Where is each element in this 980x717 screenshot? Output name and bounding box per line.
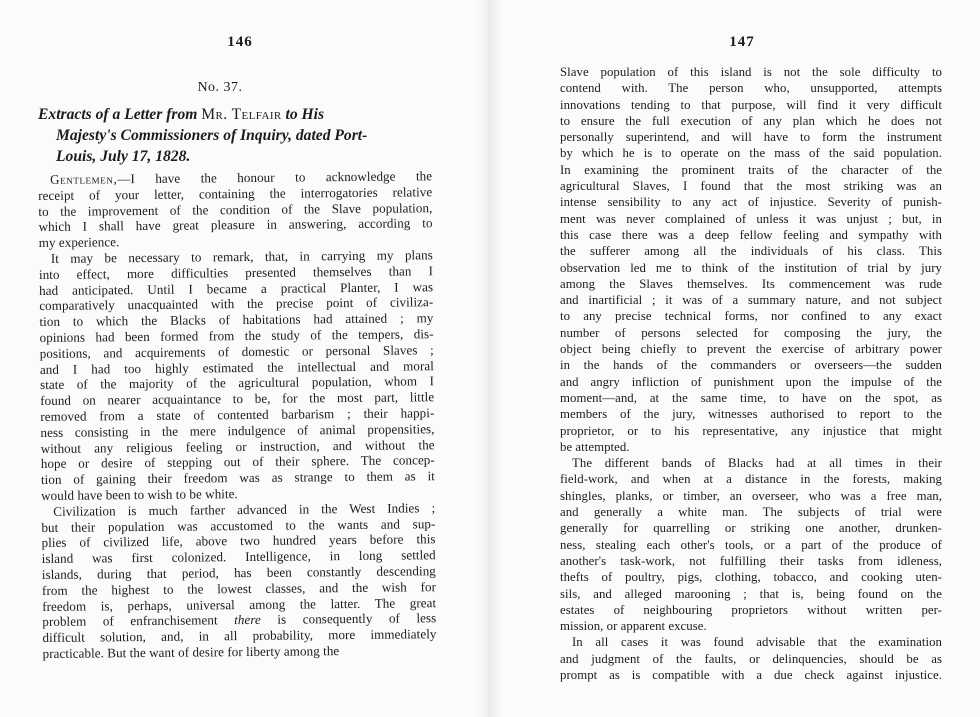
text-line: practicable. But the want of desire for liberty among the [42, 643, 340, 661]
text-line: In examining the prominent traits of the character of the [560, 162, 942, 177]
text-line: intense sensibility to any act of injustice. Severity of punish- [560, 195, 942, 210]
text-line: but their population was accustomed to the wants and sup- [41, 515, 436, 535]
text-line: among the Slaves themselves. Its commencement was rude [560, 276, 942, 291]
text-line: this case there was a deep fellow feeling and sympathy with [560, 227, 942, 242]
text-line: by which he is to operate on the mass of the said population. [560, 146, 942, 161]
salutation: Gentlemen, [49, 171, 118, 187]
text-line: and judgment of the faults, or delinquencies, should be as [560, 651, 942, 666]
text-line: number of persons selected for composing the jury, the [560, 325, 942, 340]
text-line: generally for quarrelling or striking one another, drunken- [560, 521, 942, 536]
text-line: be attempted. [560, 439, 630, 454]
text-line: state of the majority of the agricultural population, whom I [39, 373, 435, 393]
text-line: It may be necessary to remark, that, in carrying my plans [50, 247, 433, 266]
left-body-text [38, 168, 437, 661]
text-line: Civilization is much farther advanced in the West Indies ; [53, 499, 436, 519]
text-line: contend with. The person who, unsupported, attempts [560, 81, 942, 96]
text-line: would have been to wish to be white. [41, 486, 238, 503]
text-line: and angry infliction of punishment upon the impulse of the [560, 374, 942, 389]
text-line: in the hands of the commanders or overseers—the sudden [560, 358, 942, 373]
text-line: moment—and, at the same time, to have on the spot, as [560, 390, 942, 405]
right-body-text [560, 64, 942, 683]
text-line: removed from a state of contented barbarism ; their happi- [40, 405, 435, 424]
text-line: receipt of your letter, containing the interrogatories relative [38, 184, 433, 203]
text-line: had anticipated. Until I became a practical Planter, I was [39, 278, 434, 298]
text-line: found on nearer acquaintance to be, for the most part, little [40, 389, 435, 409]
text-line: without any religious feeling or instruction, and without the [40, 436, 435, 456]
text-line: and I had too highly estimated the intellectual and moral [39, 357, 434, 377]
text-line: ment was never complained of unless it was unjust ; but, in [560, 211, 942, 226]
text-line: from the highest to the lowest classes, and the wish for [41, 578, 437, 598]
text-line: to the improvement of the condition of the Slave population, [38, 199, 433, 219]
text-line: innovations tending to that purpose, will find it very difficult [560, 97, 942, 112]
text-line: island was first colonized. Intelligence, in long settled [41, 547, 436, 567]
text-line: to ensure the full execution of any plan which he does not [560, 113, 942, 128]
text-line: another's task-work, not fulfilling their tasks from idleness, [560, 553, 942, 568]
text-line: prompt as is compatible with a due check against injustice. [560, 667, 942, 682]
page-number-left: 146 [227, 34, 253, 50]
text-line: The different bands of Blacks had at all times in their [572, 456, 942, 471]
text-line: plies of civilized life, above two hundred years before this [41, 531, 436, 551]
title-author: Mr. Telfair [201, 106, 282, 123]
text-line: estates of neighbouring proprietors without written per- [560, 602, 942, 617]
text-line: the sufferer among all the individuals of his class. This [560, 244, 942, 259]
text-line: mission, or apparent excuse. [560, 619, 707, 634]
text-line: Slave population of this island is not the sole difficulty to [560, 65, 942, 79]
text-line: and inartificial ; it was of a summary nature, and not subject [560, 293, 942, 308]
text-line: observation led me to think of the institution of trial by jury [560, 260, 942, 275]
text-line: problem of enfranchisement there is consequently of less [42, 610, 437, 630]
title-line: Majesty's Commissioners of Inquiry, dated Port- [56, 127, 368, 144]
title-line: Louis, July 17, 1828. [56, 148, 191, 165]
text-line: and generally a white man. The subjects of trial were [560, 505, 942, 520]
text-line: difficult solution, and, in all probability, more immediately [42, 626, 437, 646]
page-number-right: 147 [729, 34, 755, 50]
text-line: thefts of poultry, pigs, clothing, tobacco, and cooking uten- [560, 570, 942, 585]
text-line: positions, and acquirements of domestic or personal Slaves ; [39, 341, 434, 361]
text-line: islands, during that period, has been constantly descending [41, 563, 436, 582]
text-line: hope or desire of stepping out of their sphere. The concep- [40, 452, 435, 472]
text-line: shingles, planks, or timber, an overseer, who was a free man, [560, 488, 942, 503]
text-line: personally superintend, and will have to form the instrument [560, 130, 942, 145]
text-line: into effect, more difficulties presented themselves than I [38, 262, 434, 282]
title-line: Extracts of a Letter from Mr. Telfair to His [38, 106, 325, 123]
text-line: tion of gaining their freedom was as strange to them as it [40, 468, 436, 488]
text-line: my experience. [38, 234, 120, 251]
text-line: comparatively unacquainted with the precise point of civiliza- [39, 294, 434, 314]
text-line: members of the jury, witnesses authorised to report to the [560, 407, 942, 422]
text-line: ness consisting in the mere indulgence of animal propensities, [40, 420, 435, 440]
text-line: In all cases it was found advisable that the examination [572, 635, 942, 650]
text-line: which I shall have great pleasure in answering, according to [38, 215, 433, 235]
text-line: sils, and alleged marooning ; that is, being found on the [560, 586, 942, 601]
emphasis: there [234, 612, 261, 628]
text-line: Gentlemen,—I have the honour to acknowledge the [49, 168, 433, 187]
text-line: object being chiefly to prevent the exercise of arbitrary power [560, 342, 942, 357]
text-line: agricultural Slaves, I found that the most striking was an [560, 179, 942, 194]
text-line: ness, stealing each other's tools, or a part of the produce of [560, 537, 942, 552]
text-line: freedom is, perhaps, universal among the latter. The great [42, 594, 437, 614]
document-number: No. 37. [197, 80, 243, 95]
text-line: tion to which the Blacks of habitations had attained ; my [39, 310, 434, 330]
text-line: to any precise technical forms, nor confined to any exact [560, 309, 942, 324]
letter-title [38, 104, 432, 167]
text-line: opinions had been formed from the study of the tempers, dis- [39, 326, 434, 345]
text-line: field-work, and when at a distance in the forests, making [560, 472, 942, 487]
text-line: proprietor, or to his representative, any injustice that might [560, 423, 942, 438]
